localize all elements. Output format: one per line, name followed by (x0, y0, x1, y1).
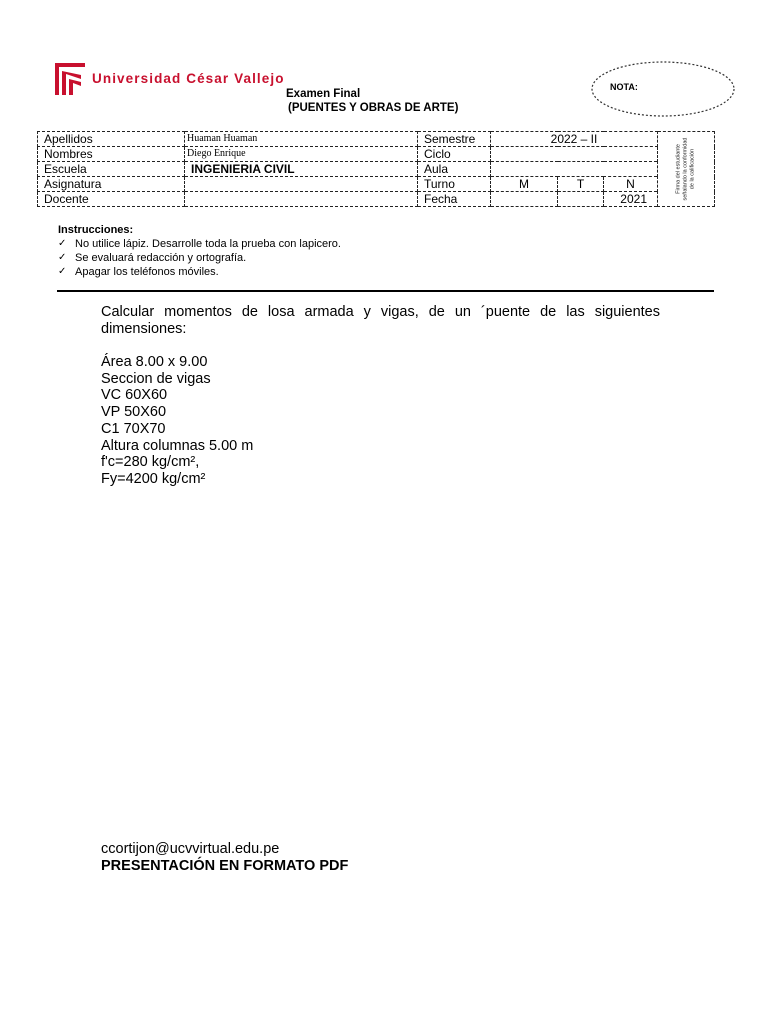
data-line: C1 70X70 (101, 420, 166, 437)
ciclo-value (491, 147, 658, 162)
grade-box (590, 60, 736, 118)
table-row (38, 147, 715, 162)
signature-note: Firma del estudiante señalando la conformidad de la calificación (675, 137, 696, 201)
format-note: PRESENTACIÓN EN FORMATO PDF (101, 858, 349, 874)
list-item (58, 237, 341, 251)
aula-value (491, 162, 658, 177)
semestre-label: Semestre (418, 132, 491, 147)
instructions-list (58, 237, 341, 279)
checkmark-icon: ✓ (58, 238, 67, 249)
data-line: Altura columnas 5.00 m (101, 437, 254, 454)
table-row (38, 177, 715, 192)
problem-data-list (101, 354, 253, 488)
section-divider (57, 290, 714, 292)
asignatura-label: Asignatura (38, 177, 185, 192)
nombres-label: Nombres (38, 147, 185, 162)
turno-option-t: T (558, 177, 604, 192)
student-info-table (37, 131, 715, 207)
list-item (58, 265, 341, 279)
escuela-label: Escuela (38, 162, 185, 177)
turno-option-n: N (604, 177, 658, 192)
university-logo (54, 62, 285, 96)
escuela-value: INGENIERIA CIVIL (185, 162, 418, 177)
data-line: Seccion de vigas (101, 370, 211, 387)
university-name: Universidad César Vallejo (92, 71, 285, 86)
semestre-value: 2022 – II (491, 132, 658, 147)
signature-cell (658, 132, 715, 207)
instruction-text: Se evaluará redacción y ortografía. (75, 252, 247, 264)
apellidos-value: Huaman Huaman (185, 132, 418, 147)
turno-option-m: M (491, 177, 558, 192)
fecha-value: 2021 (604, 192, 658, 207)
problem-statement: Calcular momentos de losa armada y vigas, de un ´puente de las siguientes dimensiones: (101, 304, 660, 337)
instruction-text: Apagar los teléfonos móviles. (75, 266, 219, 278)
data-line: f'c=280 kg/cm², (101, 454, 200, 471)
ucv-emblem-icon (54, 62, 86, 96)
fecha-label: Fecha (418, 192, 491, 207)
instructions-title: Instrucciones: (58, 224, 134, 236)
data-line: Fy=4200 kg/cm² (101, 470, 206, 487)
ciclo-label: Ciclo (418, 147, 491, 162)
apellidos-label: Apellidos (38, 132, 185, 147)
grade-label: NOTA: (610, 82, 638, 92)
nombres-value: Diego Enrique (185, 147, 418, 162)
table-row (38, 132, 715, 147)
fecha-blank-1 (491, 192, 558, 207)
aula-label: Aula (418, 162, 491, 177)
instruction-text: No utilice lápiz. Desarrolle toda la prueba con lapicero. (75, 238, 341, 250)
checkmark-icon: ✓ (58, 252, 67, 263)
data-line: VC 60X60 (101, 387, 168, 404)
data-line: Área 8.00 x 9.00 (101, 354, 208, 370)
exam-subtitle: (PUENTES Y OBRAS DE ARTE) (288, 102, 459, 114)
fecha-blank-2 (558, 192, 604, 207)
table-row (38, 162, 715, 177)
contact-email: ccortijon@ucvvirtual.edu.pe (101, 841, 280, 857)
docente-value (185, 192, 418, 207)
turno-label: Turno (418, 177, 491, 192)
table-row (38, 192, 715, 207)
list-item (58, 251, 341, 265)
docente-label: Docente (38, 192, 185, 207)
exam-title: Examen Final (286, 88, 361, 100)
asignatura-value (185, 177, 418, 192)
checkmark-icon: ✓ (58, 266, 67, 277)
data-line: VP 50X60 (101, 404, 167, 421)
